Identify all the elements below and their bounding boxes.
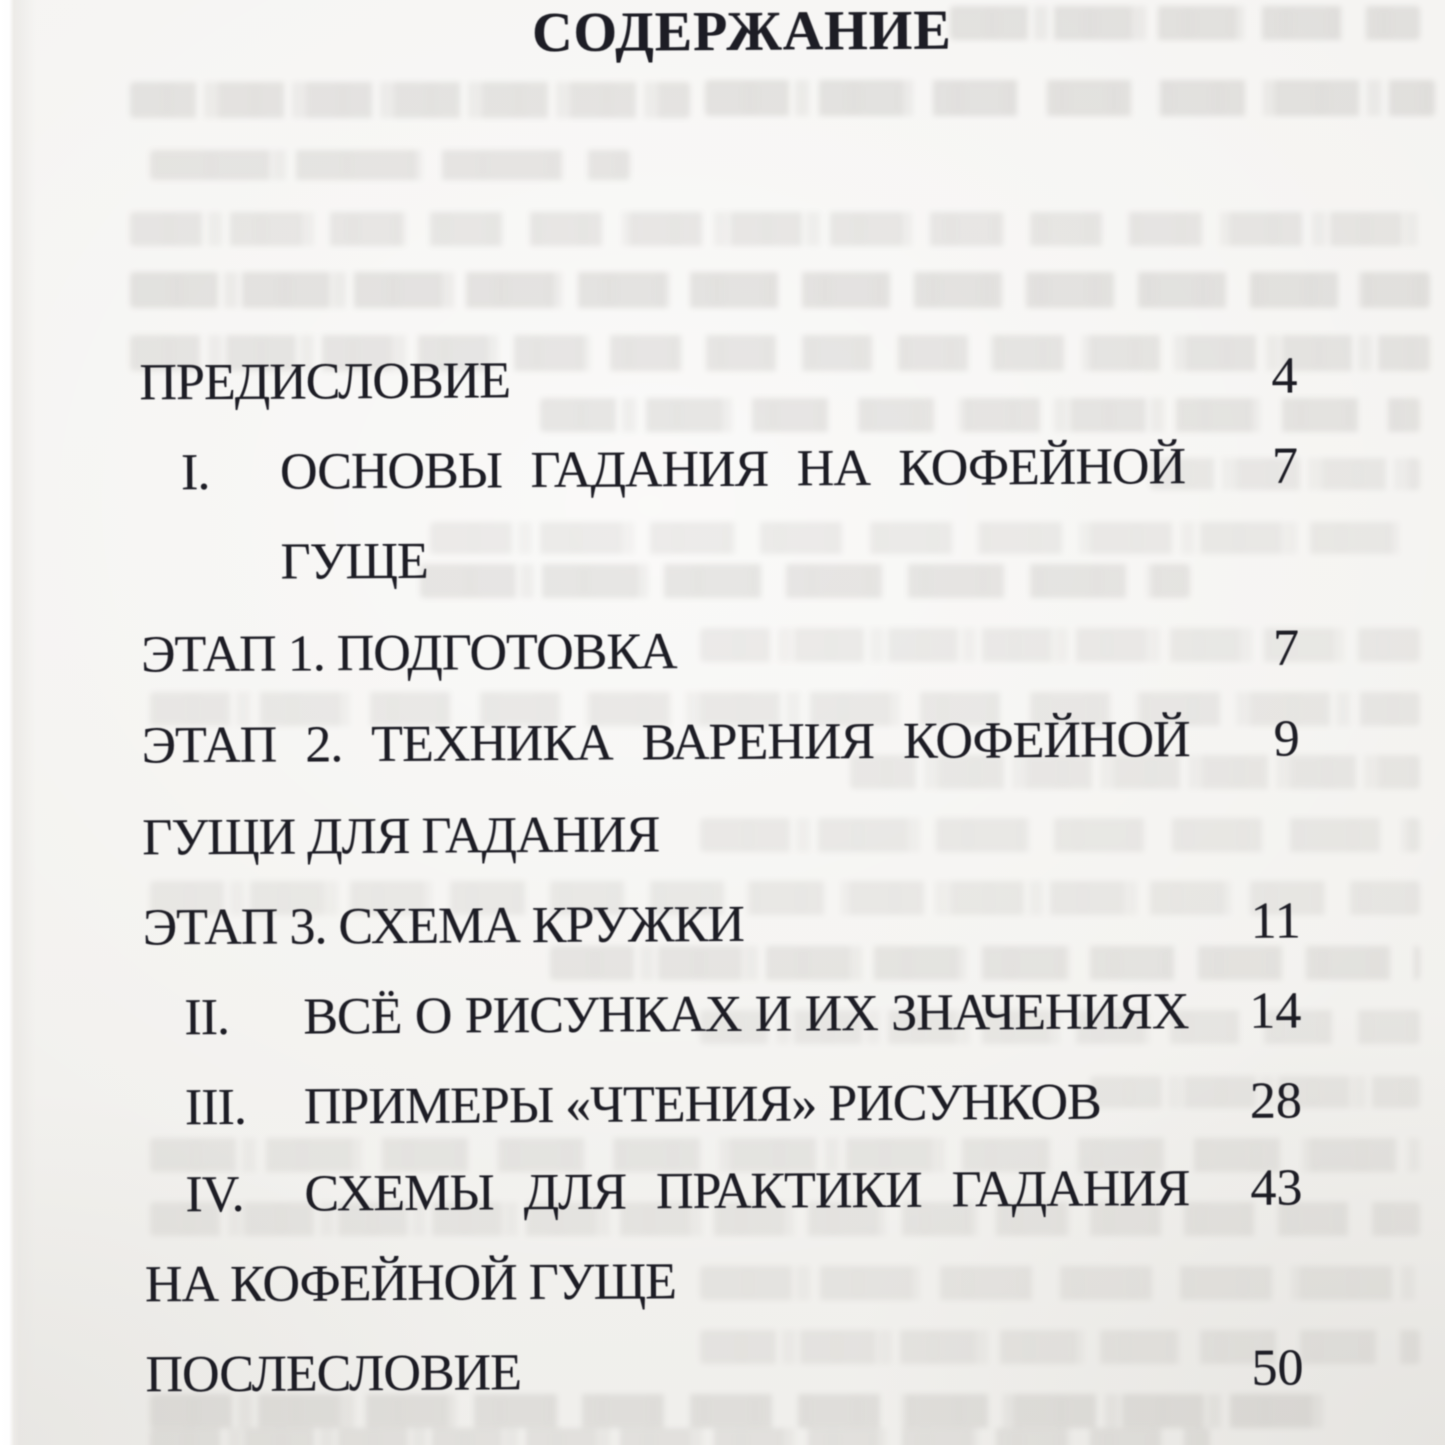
toc-title: СОДЕРЖАНИЕ [531,0,952,65]
toc-row [140,526,1298,603]
toc-entry-label: ГУЩЕ [280,532,428,591]
toc-section-numeral: I. [180,444,210,502]
toc-page-number: 4 [1271,347,1298,405]
toc-entry-label: ОСНОВЫ ГАДАНИЯ НА КОФЕЙНОЙ [279,438,1186,501]
toc-page-number: 7 [1271,437,1299,495]
toc-entry-label: ПРЕДИСЛОВИЕ [139,352,511,412]
toc-section-numeral: III. [184,1078,247,1137]
toc-entry-label: ВСЁ О РИСУНКАХ И ИХ ЗНАЧЕНИЯХ [303,983,1189,1046]
toc-section-numeral: IV. [185,1165,244,1224]
toc-section-numeral: II. [184,989,230,1047]
toc-list [137,0,1304,1445]
toc-page-number: 43 [1250,1159,1303,1217]
toc-row [145,1248,1303,1325]
toc-entry-label: ЭТАП 1. ПОДГОТОВКА [140,623,677,684]
toc-page-number: 11 [1250,892,1301,950]
toc-page-number: 7 [1272,619,1300,677]
toc-row [141,618,1299,695]
toc-page-number: 14 [1249,982,1302,1040]
toc-row [145,1338,1303,1415]
toc-row [140,436,1298,513]
toc-row [142,801,1300,878]
toc-row [139,346,1297,423]
toc-row [144,1158,1302,1235]
toc-entry-label: НА КОФЕЙНОЙ ГУЩЕ [144,1253,676,1314]
toc-entry-label: СХЕМЫ ДЛЯ ПРАКТИКИ ГАДАНИЯ [304,1160,1190,1223]
toc-row [143,891,1301,968]
toc-entry-label: ЭТАП 2. ТЕХНИКА ВАРЕНИЯ КОФЕЙНОЙ [141,711,1190,775]
toc-entry-label: ПРИМЕРЫ «ЧТЕНИЯ» РИСУНКОВ [303,1073,1101,1136]
toc-entry-label: ЭТАП 3. СХЕМА КРУЖКИ [142,895,744,957]
toc-page-number: 9 [1273,710,1300,768]
toc-entry-label: ГУЩИ ДЛЯ ГАДАНИЯ [142,806,660,867]
toc-page-number: 28 [1249,1072,1303,1130]
toc-row [143,981,1301,1058]
toc-entry-label: ПОСЛЕСЛОВИЕ [145,1344,522,1404]
toc-page-number: 50 [1251,1339,1304,1397]
toc-row [144,1071,1302,1148]
toc-row [142,709,1300,786]
